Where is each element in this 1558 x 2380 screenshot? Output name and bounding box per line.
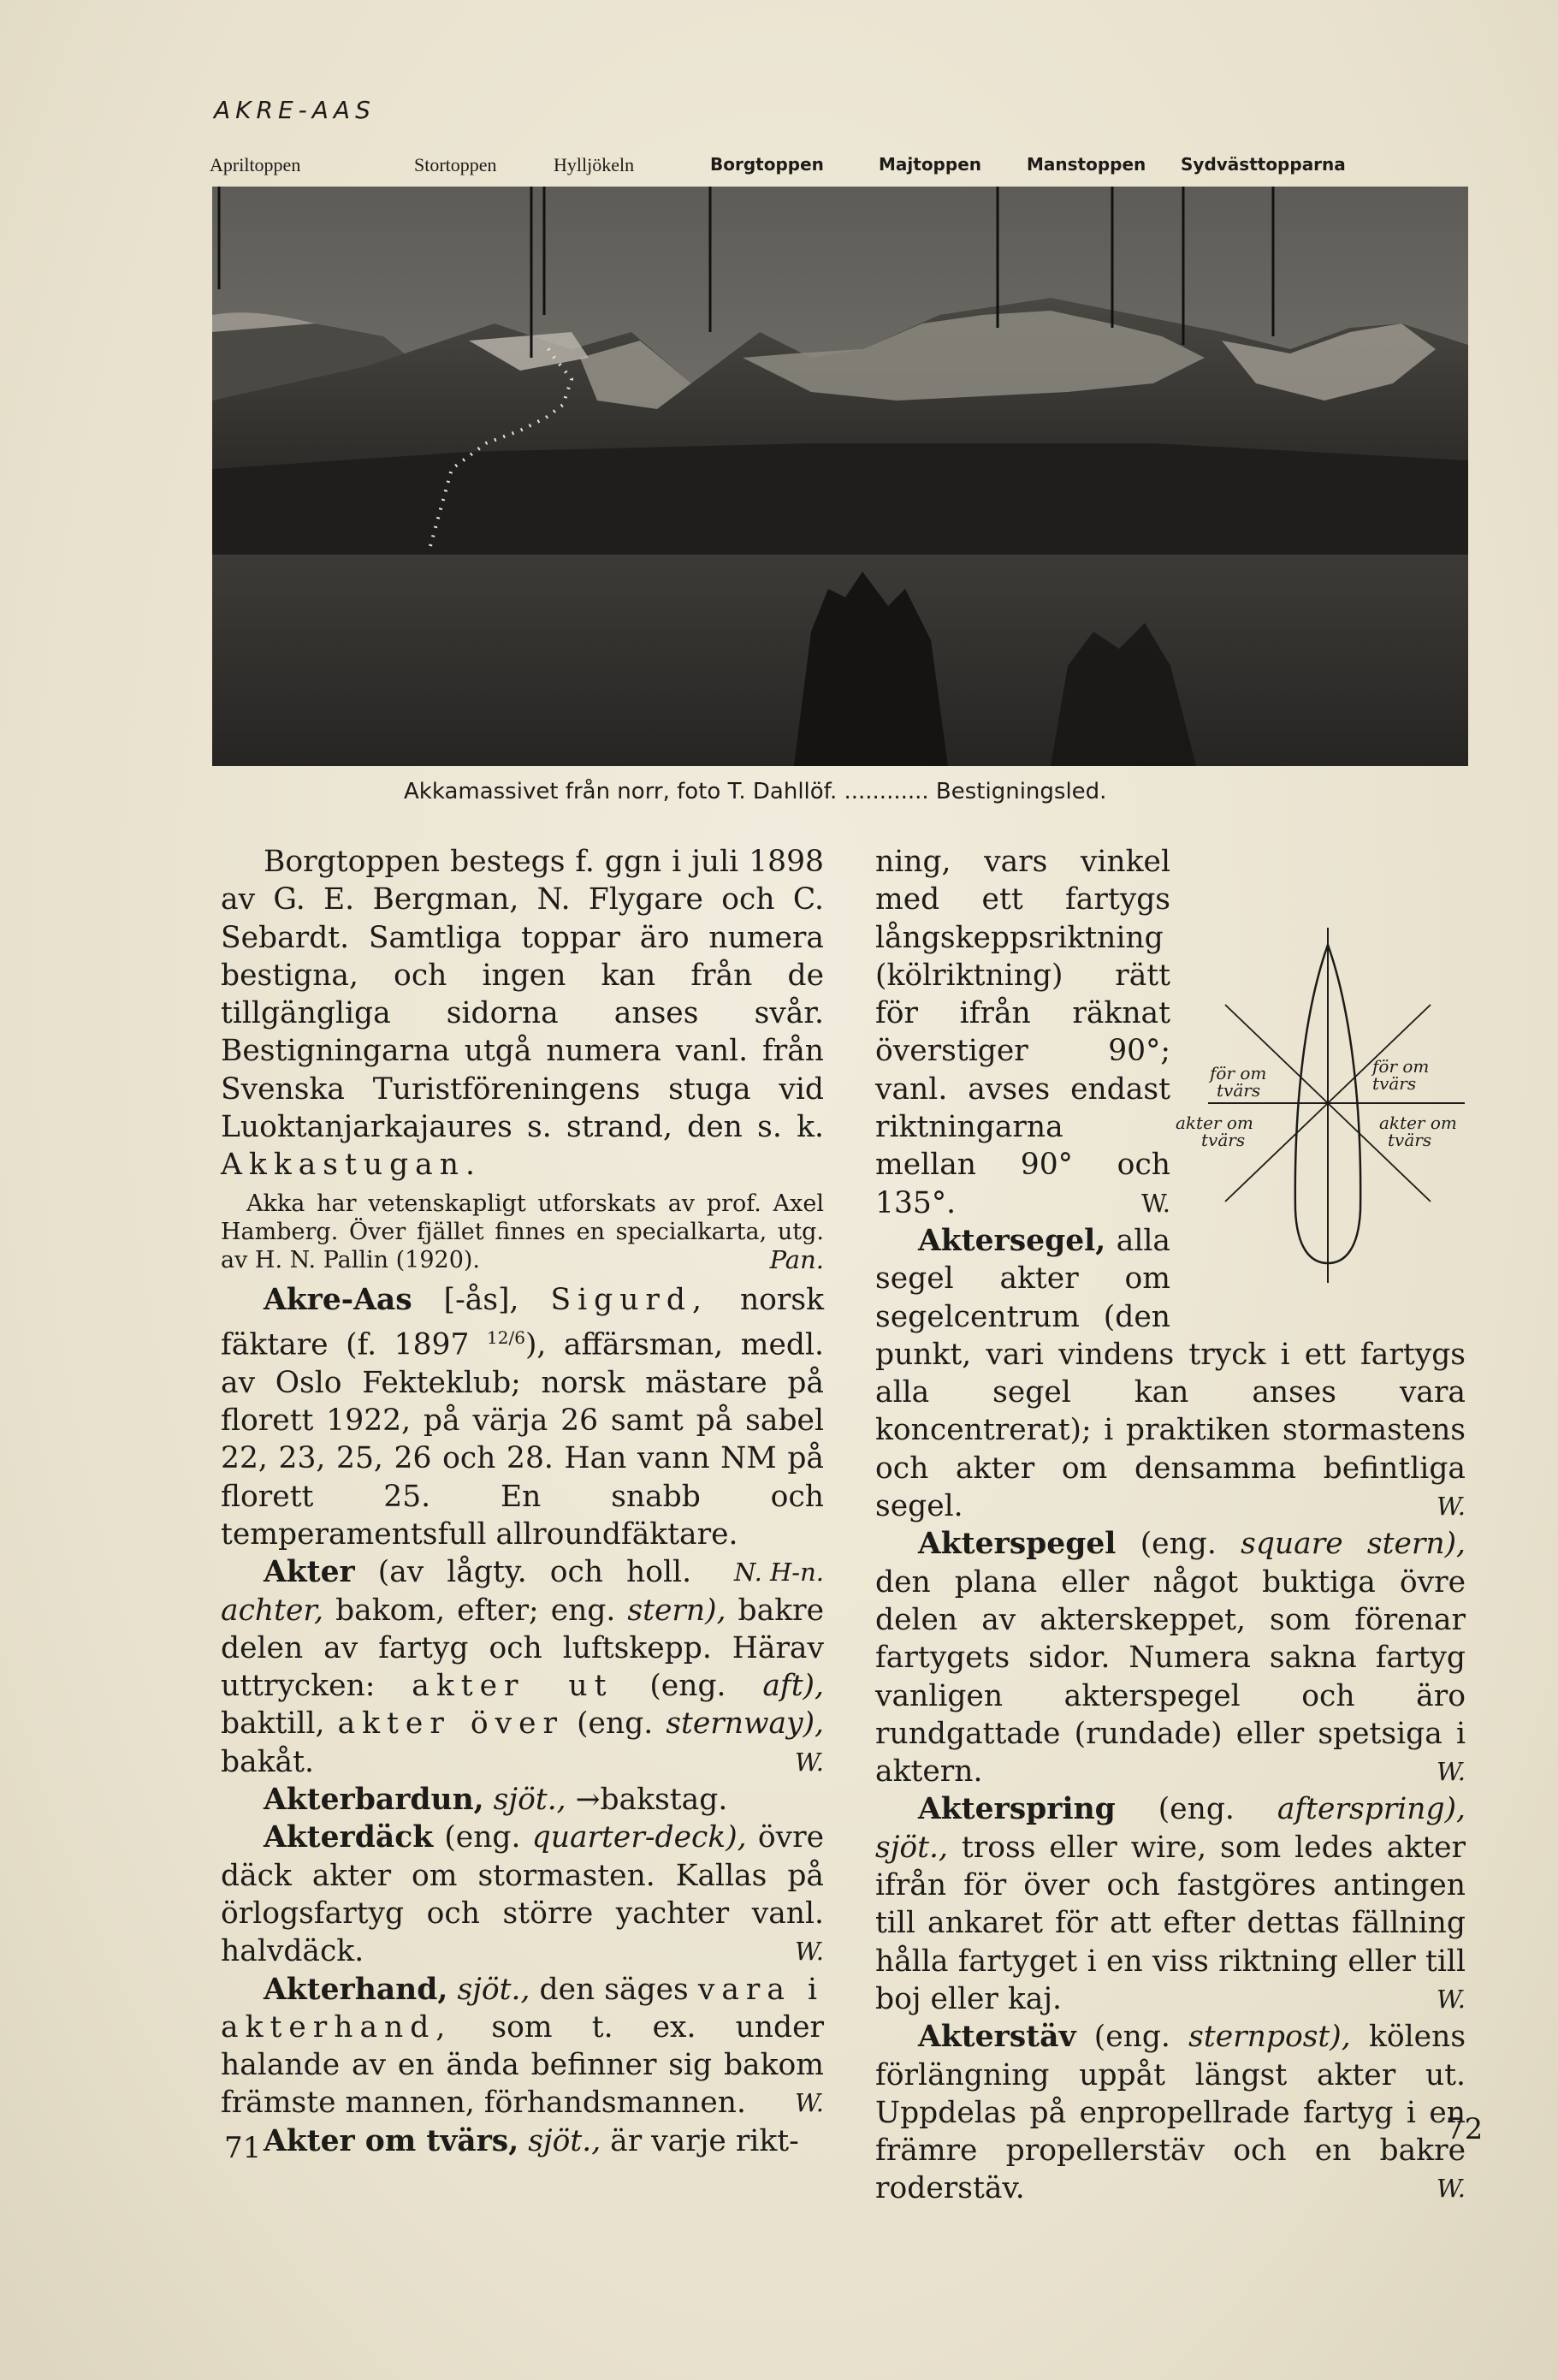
- label-for-om-tvars-left: för om tvärs: [1210, 1063, 1267, 1101]
- entry-aktersegel: Aktersegel, alla segel akter om segelcentrum (den punkt, vari vindens tryck i ett fartygs alla segel kan anses vara koncentrerat); i praktiken stormastens och akter om densamma befintliga segel. W.: [875, 1223, 1466, 1524]
- left-column: [221, 843, 824, 2160]
- caption-text: Akkamassivet från norr, foto T. Dahllöf.: [404, 779, 838, 804]
- entry-akterspring: Akterspring (eng. afterspring), sjöt., tross eller wire, som ledes akter ifrån för över och fastgöres antingen till ankaret för att efter dettas fällning hålla fartyget i en viss riktning eller till boj eller kaj. W.: [875, 1792, 1466, 2016]
- page-number-right: 72: [1446, 2112, 1484, 2146]
- label-akter-om-tvars-left: akter om tvärs: [1176, 1113, 1253, 1150]
- entry-borgtoppen: Borgtoppen bestegs f. ggn i juli 1898 av G. E. Bergman, N. Flygare och C. Sebardt. Samtliga toppar äro numera bestigna, och ingen kan från de tillgängliga sidorna anses svår. Bestigningarna utgå numera vanl. från Svenska Turistföreningens stuga vid Luoktanjarkajaures s. strand, den s. k. Akkastugan.: [221, 845, 824, 1183]
- label-apriltoppen: Apriltoppen: [210, 154, 301, 175]
- label-manstoppen: Manstoppen: [1027, 154, 1146, 175]
- label-sydvasttopparna: Sydvästtopparna: [1181, 154, 1346, 175]
- entry-akterbardun: Akterbardun, sjöt., →bakstag.: [264, 1783, 728, 1818]
- akka-note: Akka har vetenskapligt utforskats av prof. Axel Hamberg. Över fjället finnes en specialkarta, utg. av H. N. Pallin (1920). Pan.: [221, 1190, 824, 1274]
- page-number-left: 71: [224, 2131, 262, 2165]
- entry-akter: Akter (av lågty. och holl. achter, bakom, efter; eng. stern), bakre delen av fartyg och luftskepp. Härav uttrycken: akter ut (eng. aft), baktill, akter över (eng. sternway), bakåt. W.: [221, 1555, 825, 1779]
- label-borgtoppen: Borgtoppen: [710, 154, 824, 175]
- label-for-om-tvars-right: för om tvärs: [1372, 1056, 1430, 1094]
- mountain-photo: [212, 187, 1468, 766]
- label-majtoppen: Majtoppen: [879, 154, 981, 175]
- label-akter-om-tvars-right: akter om tvärs: [1379, 1113, 1457, 1150]
- ship-bearing-diagram: [1174, 928, 1473, 1287]
- running-header: AKRE-AAS: [214, 96, 376, 124]
- ship-diagram-svg: [1174, 928, 1473, 1287]
- entry-akterhand: Akterhand, sjöt., den säges vara i akterhand, som t. ex. under halande av en ända befinner sig bakom främste mannen, förhandsmannen. W.: [221, 1972, 825, 2121]
- caption-route-legend: ............ Bestigningsled.: [844, 779, 1107, 804]
- entry-akter-om-tvars: Akter om tvärs, sjöt., är varje rikt-: [264, 2123, 799, 2158]
- photo-caption: [404, 779, 1106, 804]
- entry-akre-aas: Akre-Aas [-ås], Sigurd, norsk fäktare (f. 1897 $^{12/6}$), affärsman, medl. av Oslo Fekteklub; norsk mästare på florett 1922, på värja 26 samt på sabel 22, 23, 25, 26 och 28. Han vann NM på florett 25. En snabb och temperamentsfull allroundfäktare. N. H-n.: [221, 1282, 825, 1588]
- entry-akterspegel: Akterspegel (eng. square stern), den plana eller något buktiga övre delen av akterskeppet, som förenar fartygets sidor. Numera sakna fartyg vanligen akterspegel och äro rundgattade (rundade) eller spetsiga i aktern. W.: [875, 1527, 1466, 1789]
- label-hylljokeln: Hylljökeln: [554, 154, 635, 175]
- entry-akter-om-tvars-cont: ning, vars vinkel med ett fartygs långskeppsriktning (kölriktning) rätt för ifrån räknat överstiger 90°; vanl. avses endast riktningarna mellan 90° och 135°. W.: [875, 845, 1170, 1220]
- entry-akterdack: Akterdäck (eng. quarter-deck), övre däck akter om stormasten. Kallas på örlogsfartyg och större yachter vanl. halvdäck. W.: [221, 1820, 825, 1969]
- label-stortoppen: Stortoppen: [414, 154, 497, 175]
- entry-akterstav: Akterstäv (eng. sternpost), kölens förlängning uppåt längst akter ut. Uppdelas på enpropellrade fartyg i en främre propellerstäv och en bakre roderstäv. W.: [875, 2020, 1466, 2206]
